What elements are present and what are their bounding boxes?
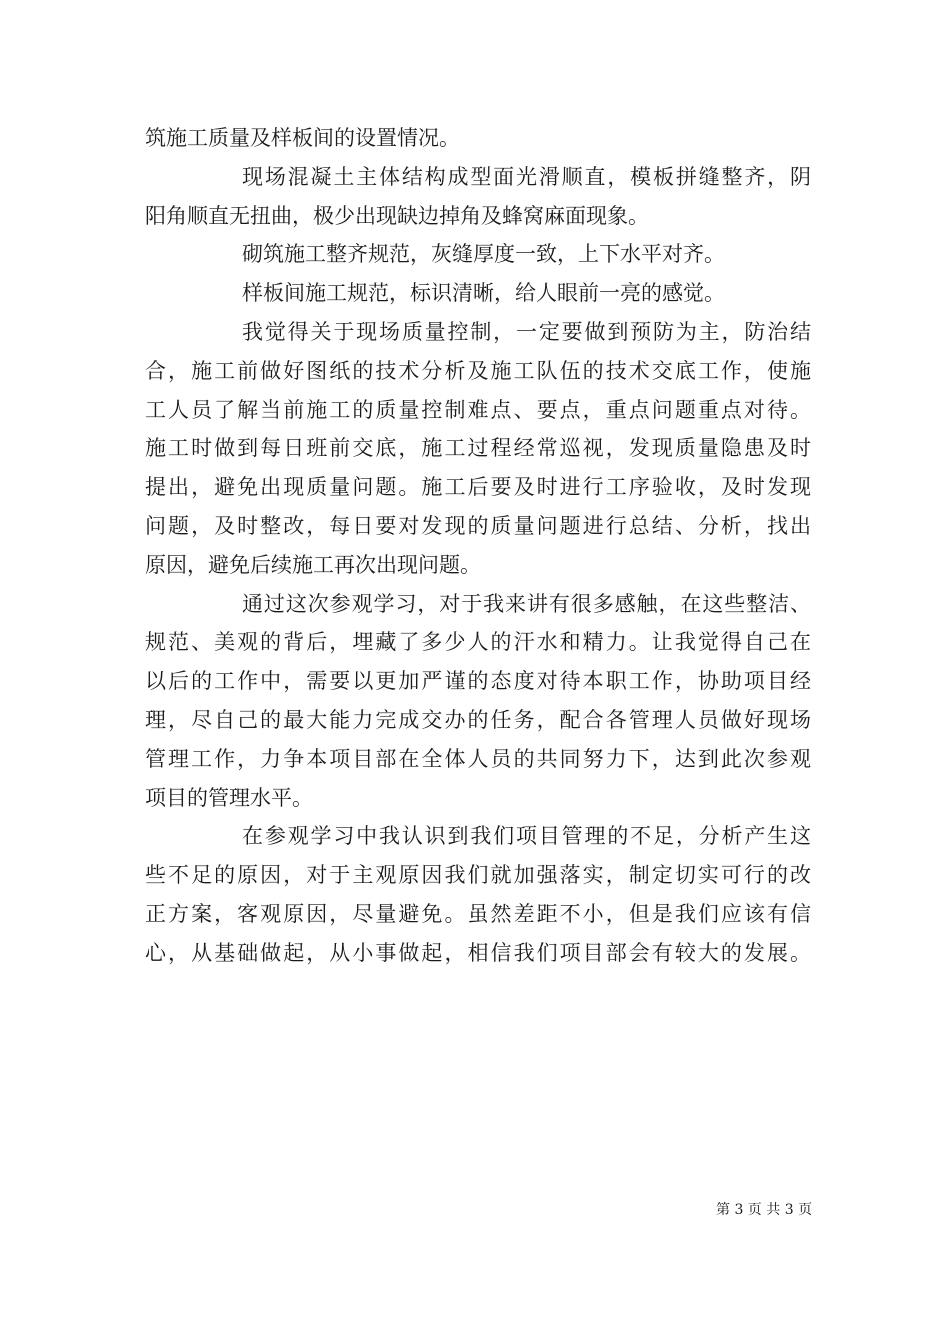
paragraph-line: 现场混凝土主体结构成型面光滑顺直，模板拼缝整齐，阴 (242, 164, 811, 189)
paragraph-line: 项目的管理水平。 (145, 785, 313, 810)
paragraph-line: 合，施工前做好图纸的技术分析及施工队伍的技术交底工作，使施 (145, 358, 811, 383)
paragraph-line: 阳角顺直无扭曲，极少出现缺边掉角及蜂窝麻面现象。 (145, 203, 649, 228)
paragraph-line: 问题，及时整改，每日要对发现的质量问题进行总结、分析，找出 (145, 513, 811, 538)
paragraph-line: 我觉得关于现场质量控制，一定要做到预防为主，防治结 (242, 319, 811, 344)
paragraph-line: 心，从基础做起，从小事做起，相信我们项目部会有较大的发展。 (145, 940, 811, 965)
paragraph (145, 119, 811, 158)
paragraph (145, 274, 811, 313)
paragraph-line: 砌筑施工整齐规范，灰缝厚度一致，上下水平对齐。 (242, 242, 725, 267)
page-number-footer: 第 3 页 共 3 页 (716, 1202, 813, 1218)
paragraph-line: 施工时做到每日班前交底，施工过程经常巡视，发现质量隐患及时 (145, 436, 811, 461)
paragraph-line: 工人员了解当前施工的质量控制难点、要点，重点问题重点对待。 (145, 397, 811, 422)
paragraph-line: 样板间施工规范，标识清晰，给人眼前一亮的感觉。 (242, 281, 725, 306)
paragraph (145, 817, 811, 972)
paragraph (145, 585, 811, 818)
paragraph (145, 235, 811, 274)
paragraph-line: 在参观学习中我认识到我们项目管理的不足，分析产生这 (242, 824, 811, 849)
paragraph-line: 原因，避免后续施工再次出现问题。 (145, 552, 481, 577)
document-body (145, 119, 811, 973)
paragraph-line: 规范、美观的背后，埋藏了多少人的汗水和精力。让我觉得自己在 (145, 630, 811, 655)
paragraph-line: 理，尽自己的最大能力完成交办的任务，配合各管理人员做好现场 (145, 707, 811, 732)
paragraph (145, 313, 811, 585)
paragraph-line: 提出，避免出现质量问题。施工后要及时进行工序验收，及时发现 (145, 475, 811, 500)
paragraph-line: 以后的工作中，需要以更加严谨的态度对待本职工作，协助项目经 (145, 669, 811, 694)
paragraph (145, 158, 811, 236)
paragraph-line: 正方案，客观原因，尽量避免。虽然差距不小，但是我们应该有信 (145, 901, 811, 926)
paragraph-line: 通过这次参观学习，对于我来讲有很多感触，在这些整洁、 (242, 591, 811, 616)
paragraph-line: 筑施工质量及样板间的设置情况。 (145, 126, 460, 150)
paragraph-line: 管理工作，力争本项目部在全体人员的共同努力下，达到此次参观 (145, 746, 811, 771)
paragraph-line: 些不足的原因，对于主观原因我们就加强落实，制定切实可行的改 (145, 863, 811, 888)
